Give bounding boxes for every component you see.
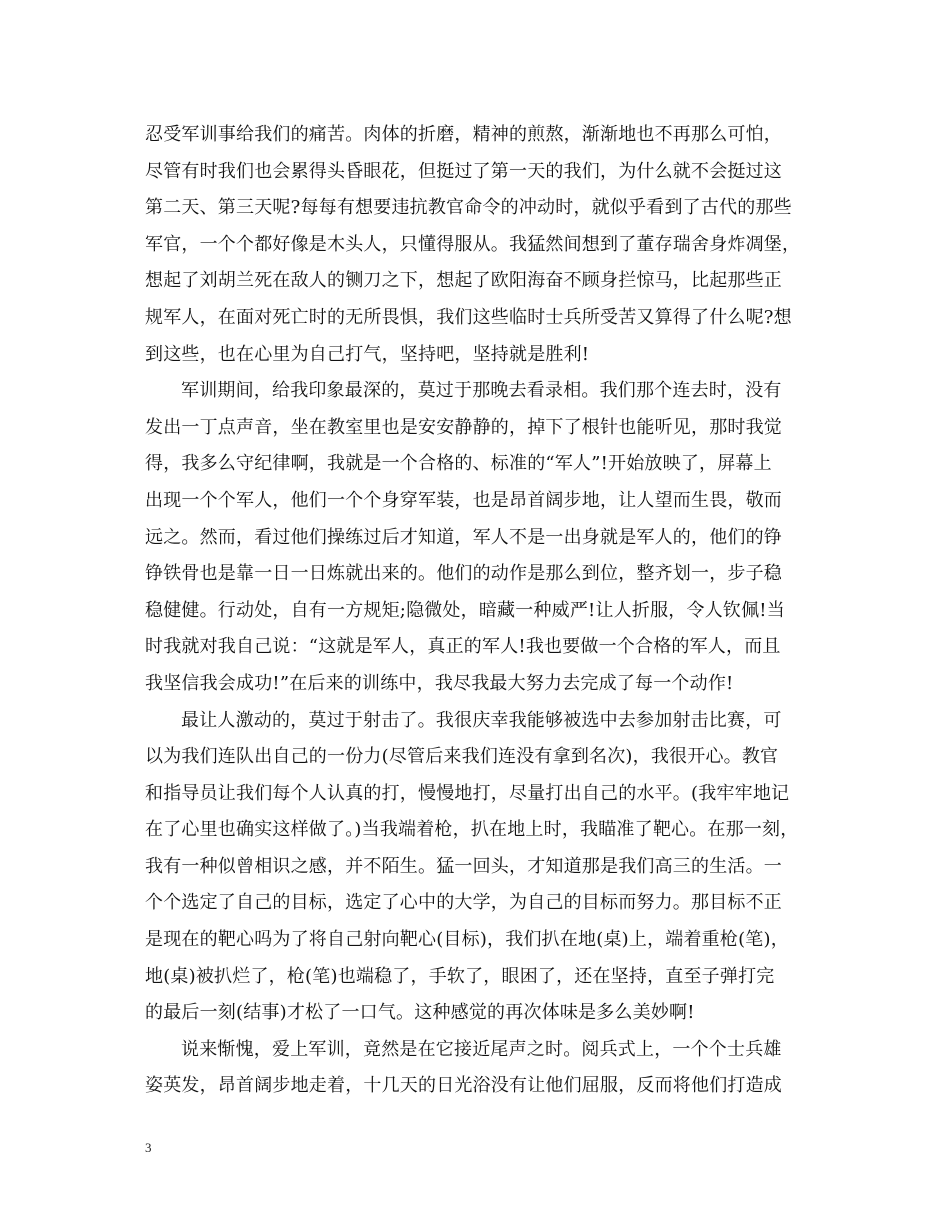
text-line: 远之。然而，看过他们操练过后才知道，军人不是一出身就是军人的，他们的铮	[145, 526, 782, 548]
body-text	[145, 121, 825, 1109]
text-line: 得，我多么守纪律啊，我就是一个合格的、标准的“军人”!开始放映了，屏幕上	[145, 453, 772, 475]
text-line: 地(桌)被扒烂了，枪(笔)也端稳了，手软了，眼困了，还在坚持，直至子弹打完	[145, 965, 775, 987]
text-line: 军官，一个个都好像是木头人，只懂得服从。我猛然间想到了董存瑞舍身炸凋堡，	[145, 233, 801, 255]
text-line: 我坚信我会成功!”在后来的训练中，我尽我最大努力去完成了每一个动作!	[145, 672, 734, 694]
text-line: 姿英发，昂首阔步地走着，十几天的日光浴没有让他们屈服，反而将他们打造成	[145, 1075, 782, 1097]
text-line: 以为我们连队出自己的一份力(尽管后来我们连没有拿到名次)，我很开心。教官	[145, 746, 779, 768]
text-line: 的最后一刻(结事)才松了一口气。这种感觉的再次体味是多么美妙啊!	[145, 1002, 695, 1024]
text-line: 个个选定了自己的目标，选定了心中的大学，为自己的目标而努力。那目标不正	[145, 892, 782, 914]
text-line: 出现一个个军人，他们一个个身穿军装，也是昂首阔步地，让人望而生畏，敬而	[145, 489, 782, 511]
text-line: 在了心里也确实这样做了。)当我端着枪，扒在地上时，我瞄准了靶心。在那一刻，	[145, 819, 799, 841]
text-line: 第二天、第三天呢?每每有想要违抗教官命令的冲动时，就似乎看到了古代的那些	[145, 197, 792, 219]
text-line: 铮铁骨也是靠一日一日炼就出来的。他们的动作是那么到位，整齐划一，步子稳	[145, 563, 782, 585]
text-line: 和指导员让我们每个人认真的打，慢慢地打，尽量打出自己的水平。(我牢牢地记	[145, 782, 790, 804]
text-line: 稳健健。行动处，自有一方规矩;隐微处，暗藏一种威严!让人折服，令人钦佩!当	[145, 599, 785, 621]
text-line: 规军人，在面对死亡时的无所畏惧，我们这些临时士兵所受苦又算得了什么呢?想	[145, 306, 792, 328]
page-number: 3	[145, 1140, 152, 1155]
text-line: 是现在的靶心吗为了将自己射向靶心(目标)，我们扒在地(桌)上，端着重枪(笔)，	[145, 929, 789, 951]
text-line: 军训期间，给我印象最深的，莫过于那晚去看录相。我们那个连去时，没有	[181, 380, 782, 402]
text-line: 发出一丁点声音，坐在教室里也是安安静静的，掉下了根针也能听见，那时我觉	[145, 416, 782, 438]
text-line: 最让人激动的，莫过于射击了。我很庆幸我能够被选中去参加射击比赛，可	[181, 709, 782, 731]
text-line: 到这些，也在心里为自己打气，坚持吧，坚持就是胜利!	[145, 343, 590, 365]
text-line: 时我就对我自己说：“这就是军人，真正的军人!我也要做一个合格的军人，而且	[145, 636, 781, 658]
text-line: 尽管有时我们也会累得头昏眼花，但挺过了第一天的我们，为什么就不会挺过这	[145, 160, 782, 182]
text-line: 想起了刘胡兰死在敌人的铡刀之下，想起了欧阳海奋不顾身拦惊马，比起那些正	[145, 270, 782, 292]
text-line: 忍受军训事给我们的痛苦。肉体的折磨，精神的煎熬，渐渐地也不再那么可怕，	[145, 124, 782, 145]
text-line: 我有一种似曾相识之感，并不陌生。猛一回头，才知道那是我们高三的生活。一	[145, 855, 782, 877]
text-line: 说来惭愧，爱上军训，竟然是在它接近尾声之时。阅兵式上，一个个士兵雄	[181, 1038, 782, 1060]
